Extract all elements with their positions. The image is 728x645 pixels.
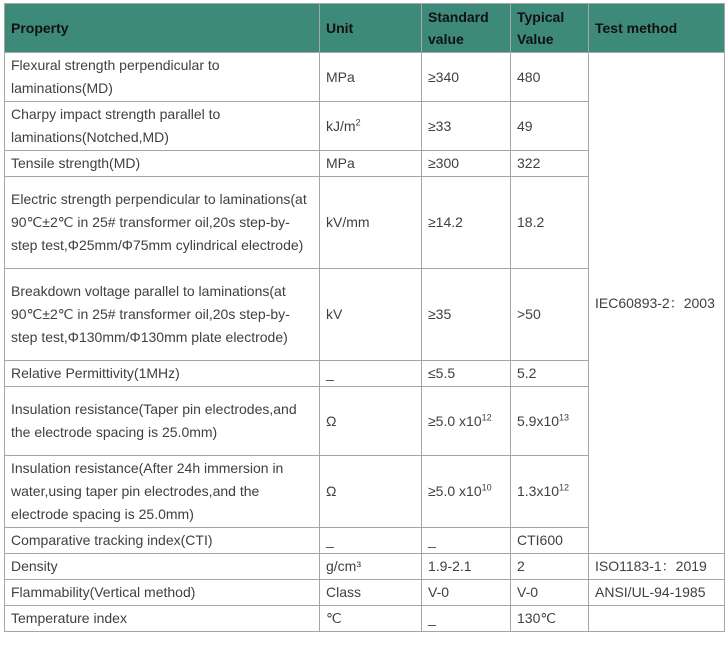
header-test-method: Test method <box>589 4 725 53</box>
cell-unit: MPa <box>320 53 422 102</box>
cell-property: Insulation resistance(After 24h immersion in water,using taper pin electrodes,and the electrode spacing is 25.0mm) <box>5 456 320 528</box>
cell-typical: CTI600 <box>511 528 589 554</box>
cell-typical: 49 <box>511 102 589 151</box>
cell-typical: $1.3x10^{12}$ <box>511 456 589 528</box>
cell-typical: >50 <box>511 269 589 361</box>
cell-property: Temperature index <box>5 606 320 632</box>
cell-standard: ≥14.2 <box>422 177 511 269</box>
cell-unit: $kJ/m^2$ <box>320 102 422 151</box>
cell-property: Flexural strength perpendicular to laminations(MD) <box>5 53 320 102</box>
table-row <box>5 606 725 632</box>
cell-property: Flammability(Vertical method) <box>5 580 320 606</box>
cell-typical: 5.2 <box>511 361 589 387</box>
cell-unit: Ω <box>320 456 422 528</box>
cell-test-method <box>589 606 725 632</box>
cell-property: Charpy impact strength parallel to laminations(Notched,MD) <box>5 102 320 151</box>
cell-property: Tensile strength(MD) <box>5 151 320 177</box>
header-typical-value: Typical Value <box>511 4 589 53</box>
table-row <box>5 554 725 580</box>
cell-property: Electric strength perpendicular to laminations(at 90℃±2℃ in 25# transformer oil,20s step-by-step test,Φ25mm/Φ75mm cylindrical electrode) <box>5 177 320 269</box>
header-unit: Unit <box>320 4 422 53</box>
cell-standard: _ <box>422 606 511 632</box>
cell-unit: _ <box>320 361 422 387</box>
cell-property: Comparative tracking index(CTI) <box>5 528 320 554</box>
table-row <box>5 53 725 102</box>
cell-standard: ≥33 <box>422 102 511 151</box>
cell-typical: 18.2 <box>511 177 589 269</box>
cell-standard: 1.9-2.1 <box>422 554 511 580</box>
cell-test-method: ISO1183-1：2019 <box>589 554 725 580</box>
cell-standard: V-0 <box>422 580 511 606</box>
header-standard-value: Standard value <box>422 4 511 53</box>
cell-standard: _ <box>422 528 511 554</box>
cell-typical: $5.9x10^{13}$ <box>511 387 589 456</box>
cell-property: Relative Permittivity(1MHz) <box>5 361 320 387</box>
cell-property: Density <box>5 554 320 580</box>
properties-table <box>4 3 725 632</box>
cell-property: Insulation resistance(Taper pin electrodes,and the electrode spacing is 25.0mm) <box>5 387 320 456</box>
cell-typical: V-0 <box>511 580 589 606</box>
cell-typical: 130℃ <box>511 606 589 632</box>
cell-unit: kV <box>320 269 422 361</box>
cell-standard: ≥340 <box>422 53 511 102</box>
cell-property: Breakdown voltage parallel to laminations(at 90℃±2℃ in 25# transformer oil,20s step-by-step test,Φ130mm/Φ130mm plate electrode) <box>5 269 320 361</box>
cell-typical: 322 <box>511 151 589 177</box>
cell-unit: _ <box>320 528 422 554</box>
cell-standard: ≥35 <box>422 269 511 361</box>
cell-unit: g/cm³ <box>320 554 422 580</box>
cell-standard: ≥300 <box>422 151 511 177</box>
cell-typical: 480 <box>511 53 589 102</box>
header-property: Property <box>5 4 320 53</box>
cell-unit: ℃ <box>320 606 422 632</box>
cell-standard: ≥5.0 $x10^{12}$ <box>422 387 511 456</box>
cell-unit: Ω <box>320 387 422 456</box>
cell-test-method-merged: IEC60893-2：2003 <box>589 53 725 554</box>
cell-unit: Class <box>320 580 422 606</box>
table-row <box>5 580 725 606</box>
header-row <box>5 4 725 53</box>
cell-test-method: ANSI/UL-94-1985 <box>589 580 725 606</box>
cell-standard: ≤5.5 <box>422 361 511 387</box>
cell-typical: 2 <box>511 554 589 580</box>
cell-standard: ≥5.0 $x10^{10}$ <box>422 456 511 528</box>
cell-unit: kV/mm <box>320 177 422 269</box>
cell-unit: MPa <box>320 151 422 177</box>
